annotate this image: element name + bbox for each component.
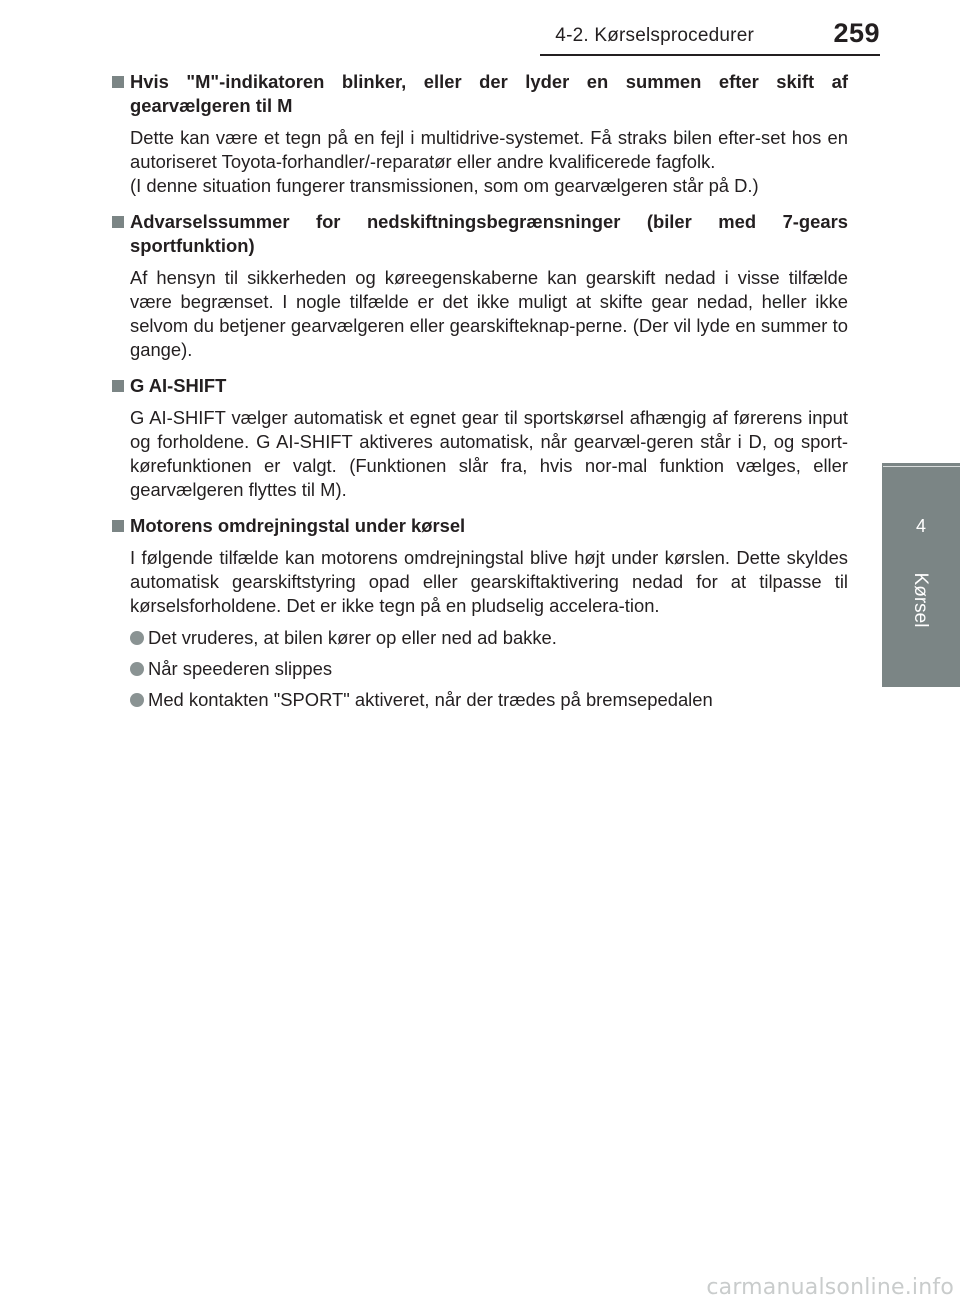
list-item-text: Det vruderes, at bilen kører op eller ned ad bakke. [148,627,557,648]
section-heading [110,70,848,118]
section-g-ai-shift [110,374,848,502]
list-item [130,657,848,681]
paragraph-text: G AI-SHIFT vælger automatisk et egnet gear til sportskørsel afhængig af førerens input og forholdene. G AI-SHIFT aktiveres automatisk, når gearvæl-geren står i D, og sport-kørefunktionen er valgt. (Funktionen slår fra, hvis nor-mal funktion vælges, eller gearvælgeren flyttes til M). [130,407,848,500]
section-downshift-buzzer [110,210,848,362]
list-item [130,688,848,712]
section-title: 4-2. Kørselsprocedurer [555,25,754,46]
square-bullet-icon [112,76,124,88]
section-heading [110,374,848,398]
paragraph-text: I følgende tilfælde kan motorens omdrejningstal blive højt under kørslen. Dette skyldes automatisk gearskiftstyring opad eller gearskiftaktivering nedad for at tilpasse til kørselsforholdene. Det er ikke tegn på en pludselig accelera-tion. [130,547,848,616]
paragraph-text: Dette kan være et tegn på en fejl i multidrive-systemet. Få straks bilen efter-set hos en autoriseret Toyota-forhandler/-reparatør eller andre kvalificerede fagfolk. [130,127,848,172]
list-item [130,626,848,650]
section-paragraph [110,126,848,198]
section-heading [110,514,848,538]
circle-bullet-icon [130,693,144,707]
paragraph-text: (I denne situation fungerer transmissionen, som om gearvælgeren står på D.) [130,175,759,196]
section-paragraph [110,266,848,362]
list-item-text: Med kontakten "SPORT" aktiveret, når der trædes på bremsepedalen [148,689,713,710]
chapter-number: 4 [915,516,926,536]
section-heading-text: Motorens omdrejningstal under kørsel [130,515,466,536]
section-m-indicator [110,70,848,198]
chapter-label: Kørsel [910,572,931,628]
square-bullet-icon [112,216,124,228]
circle-bullet-icon [130,631,144,645]
section-engine-speed [110,514,848,712]
page-number: 259 [833,18,880,48]
section-heading-text: G AI-SHIFT [130,375,227,396]
square-bullet-icon [112,380,124,392]
page-header [0,0,960,60]
paragraph-text: Af hensyn til sikkerheden og køreegenskaberne kan gearskift nedad i visse tilfælde være begrænset. I nogle tilfælde er det ikke muligt at skifte gear nedad, heller ikke selvom du betjener gearvælgeren eller gearskifteknap-perne. (Der vil lyde en summer to gange). [130,267,848,360]
section-paragraph [110,406,848,502]
header-rule [540,54,880,56]
circle-bullet-icon [130,662,144,676]
page-content [110,70,848,724]
bullet-list [110,626,848,712]
list-item-text: Når speederen slippes [148,658,333,679]
watermark: carmanualsonline.info [706,1275,954,1300]
section-heading-text: Hvis "M"-indikatoren blinker, eller der lyder en summen efter skift af gearvælgeren til M [130,71,848,116]
section-heading [110,210,848,258]
section-paragraph [110,546,848,618]
section-heading-text: Advarselssummer for nedskiftningsbegrænsninger (biler med 7-gears sportfunktion) [130,211,848,256]
chapter-tab-divider [883,466,960,467]
square-bullet-icon [112,520,124,532]
